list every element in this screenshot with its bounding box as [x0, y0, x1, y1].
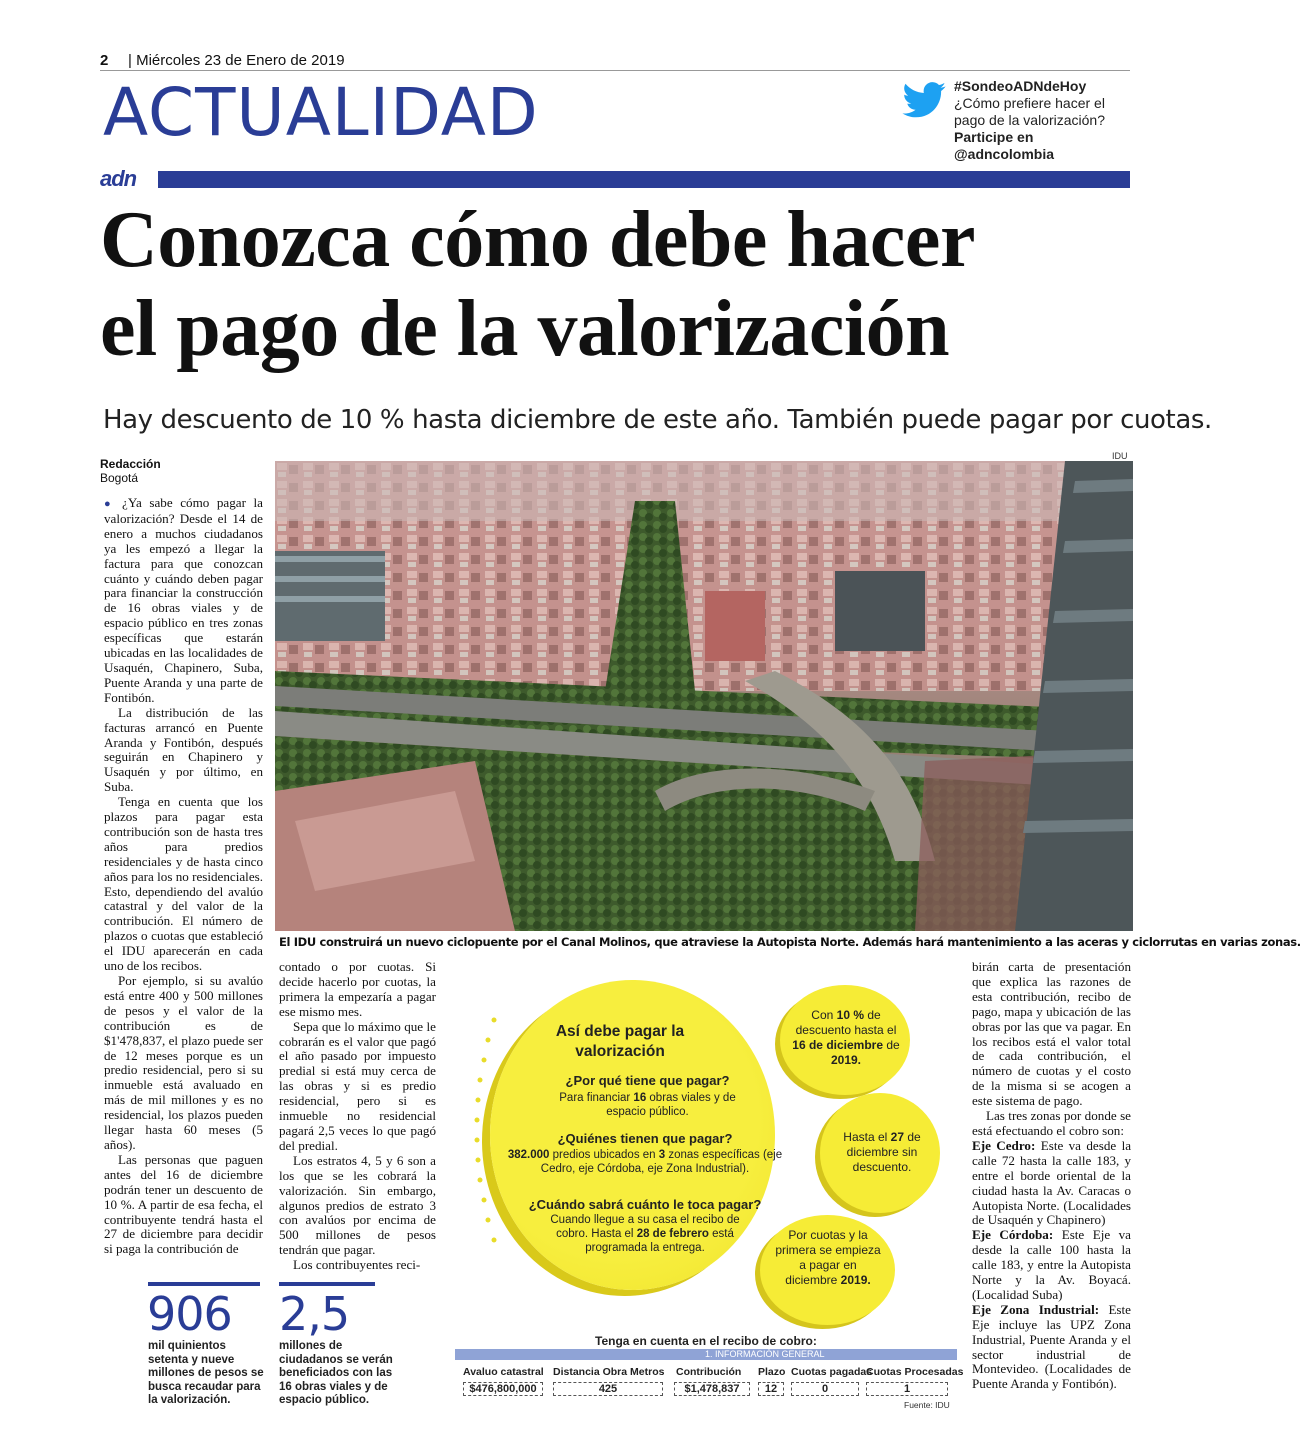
receipt-value: 1: [866, 1382, 948, 1396]
paragraph: Los estratos 4, 5 y 6 son a los que se les cobrará la valorización. Sin embargo, algunos predios de estrato 3 con avalúos por encima de 500 millones de pesos tendrán que pagar.: [279, 1152, 436, 1258]
receipt-band: 1. INFORMACIÓN GENERAL: [455, 1349, 957, 1360]
question-2: ¿Quiénes tienen que pagar?: [557, 1131, 733, 1146]
zone-item: Eje Zona Industrial: Este Eje incluye las UPZ Zona Industrial, Puente Aranda y el sector industrial de Montevideo. (Localidades de Puente Aranda y Fontibón).: [972, 1301, 1131, 1392]
headline: [100, 196, 1135, 374]
subheadline: Hay descuento de 10 % hasta diciembre de este año. También puede pagar por cuotas.: [103, 405, 1212, 435]
poll-box: [954, 78, 1134, 163]
headline-line-2: el pago de la valorización: [100, 285, 950, 373]
receipt-value: 0: [791, 1382, 859, 1396]
stat-description: millones de ciudadanos se verán beneficiados con las 16 obras viales y de espacio público.: [279, 1340, 393, 1406]
poll-question: ¿Cómo prefiere hacer el pago de la valorización?: [954, 95, 1105, 128]
paragraph: Las personas que paguen antes del 16 de diciembre podrán tener un descuento de 10 %. A partir de esa fecha, el contribuyente tendrá hasta el 27 de diciembre para decidir si paga la contribución de: [104, 1151, 263, 1257]
poll-call[interactable]: Participe en @adncolombia: [954, 129, 1054, 162]
receipt-header: Contribución: [676, 1366, 742, 1378]
answer-3: Cuando llegue a su casa el recibo de cobro. Hasta el 28 de febrero está programada la entrega.: [550, 1214, 740, 1254]
receipt-value: 12: [758, 1382, 784, 1396]
coin-discount-text: Con 10 % de descuento hasta el 16 de diciembre de 2019.: [792, 1008, 900, 1067]
brand-bar: [158, 171, 1130, 188]
answer-2: 382.000 predios ubicados en 3 zonas específicas (eje Cedro, eje Córdoba, eje Zona Industrial).: [507, 1149, 783, 1175]
receipt-header: Distancia Obra Metros: [553, 1366, 665, 1378]
coin-installments-text: Por cuotas y la primera se empieza a pagar en diciembre 2019.: [775, 1228, 881, 1287]
coin-deadline-text: Hasta el 27 de diciembre sin descuento.: [843, 1130, 921, 1174]
poll-hashtag[interactable]: #SondeoADNdeHoy: [954, 78, 1087, 94]
paragraph: Los contribuyentes reci-: [293, 1257, 421, 1273]
receipt-value: $1,478,837: [674, 1382, 750, 1396]
article-column-1: [104, 496, 263, 1257]
paragraph: contado o por cuotas. Si decide hacerlo por cuotas, la primera la empezaría a pagar ese mismo mes.: [279, 959, 436, 1019]
page-date: | Miércoles 23 de Enero de 2019: [128, 52, 345, 69]
paragraph: Por ejemplo, si su avalúo está entre 400 y 500 millones de pesos y el valor de la contribución es de $1'478,837, el plazo puede ser de 12 meses porque es un predio residencial, pero si su inmueble está avaluado en más de mil millones y es no residencial, los plazos pueden llegar hasta 60 meses (5 años).: [104, 973, 263, 1152]
date-text: Miércoles 23 de Enero de 2019: [136, 52, 345, 69]
receipt-source: Fuente: IDU: [904, 1400, 950, 1410]
stat-rule: [279, 1282, 375, 1286]
answer-1: Para financiar 16 obras viales y de espacio público.: [559, 1092, 736, 1118]
stat-value-2-5: 2,5: [279, 1287, 350, 1341]
photo-caption: El IDU construirá un nuevo ciclopuente por el Canal Molinos, que atraviese la Autopista Norte. Además hará mantenimiento a las aceras y ciclorrutas en varias zonas.: [279, 935, 1301, 949]
paragraph: ● ¿Ya sabe cómo pagar la valorización? Desde el 14 de enero a muchos ciudadanos ya les empezó a llegar la factura para que conozcan cuánto y cuándo deben pagar para financiar la construcción de 16 obras viales y de espacio público en tres zonas específicas que estarán ubicadas en las localidades de Usaquén, Chapinero, Suba, Puente Aranda y una parte de Fontibón.: [104, 495, 263, 705]
header-rule: [100, 70, 1130, 71]
receipt-title: Tenga en cuenta en el recibo de cobro:: [595, 1334, 817, 1348]
paragraph: La distribución de las facturas arrancó en Puente Aranda y Fontibón, después seguirán en Chapinero y Usaquén y por último, en Suba.: [104, 704, 263, 795]
article-column-2: [279, 960, 436, 1273]
byline-author: Redacción: [100, 457, 161, 471]
receipt-header: Cuotas pagadas: [791, 1366, 873, 1378]
receipt-header: Plazo: [758, 1366, 786, 1378]
section-title: ACTUALIDAD: [103, 74, 539, 151]
receipt-value: $476,800,000: [463, 1382, 543, 1396]
stat-description: mil quinientos setenta y nueve millones de pesos se busca recaudar para la valorización.: [148, 1340, 264, 1406]
paragraph: Tenga en cuenta que los plazos para pagar esta contribución son de hasta tres años para predios residenciales y de hasta cinco años para los no residenciales. Esto, dependiendo del avalúo catastral y del valor de la contribución. El número de plazos o cuotas que estableció el IDU aparecerán en cada uno de los recibos.: [104, 794, 263, 974]
page-number: 2: [100, 52, 109, 69]
question-1: ¿Por qué tiene que pagar?: [565, 1073, 730, 1088]
byline-city: Bogotá: [100, 471, 139, 485]
paragraph: Las tres zonas por donde se está efectuando el cobro son:: [972, 1108, 1131, 1138]
receipt-value: 425: [553, 1382, 663, 1396]
receipt-header: Cuotas Procesadas: [866, 1366, 964, 1378]
zone-item: Eje Córdoba: Este Eje va desde la calle 100 hasta la calle 183, y entre la Autopista Norte y la Av. Boyacá. (Localidad Suba): [972, 1227, 1131, 1302]
infographic-title: Así debe pagar la valorización: [555, 1023, 685, 1060]
paragraph: birán carta de presentación que explica las razones de esta contribución, recibo de pago, mapa y ubicación de las obras por las que va pagar. En los recibos está el valor total de cada contribución, el número de cuotas y el costo de la misma si se acogen a este sistema de pago.: [972, 959, 1131, 1109]
photo-credit: IDU: [1112, 451, 1128, 461]
bullet-icon: ●: [104, 498, 123, 510]
paragraph: Sepa que lo máximo que le cobrarán es el valor que pagó el año pasado por impuesto predial si está muy cerca de las obras y si es predio residencial, pero si es inmueble no residencial pagará 2,5 veces lo que pagó del predial.: [279, 1018, 436, 1153]
aerial-city-photo: [275, 461, 1133, 931]
zone-item: Eje Cedro: Este va desde la calle 72 hasta la calle 183, y entre el borde oriental de la ciudad hasta la Av. Caracas o Autopista Norte. (Localidades de Usaquén y Chapinero): [972, 1137, 1132, 1228]
headline-line-1: Conozca cómo debe hacer: [100, 196, 975, 284]
question-3: ¿Cuándo sabrá cuánto le toca pagar?: [528, 1197, 762, 1212]
article-column-3: [972, 960, 1131, 1392]
twitter-bird-icon: [902, 82, 946, 118]
brand-logo: adn: [100, 166, 137, 191]
stat-rule: [148, 1282, 260, 1286]
receipt-header: Avaluo catastral: [463, 1366, 544, 1378]
stat-value-906: 906: [147, 1287, 232, 1341]
